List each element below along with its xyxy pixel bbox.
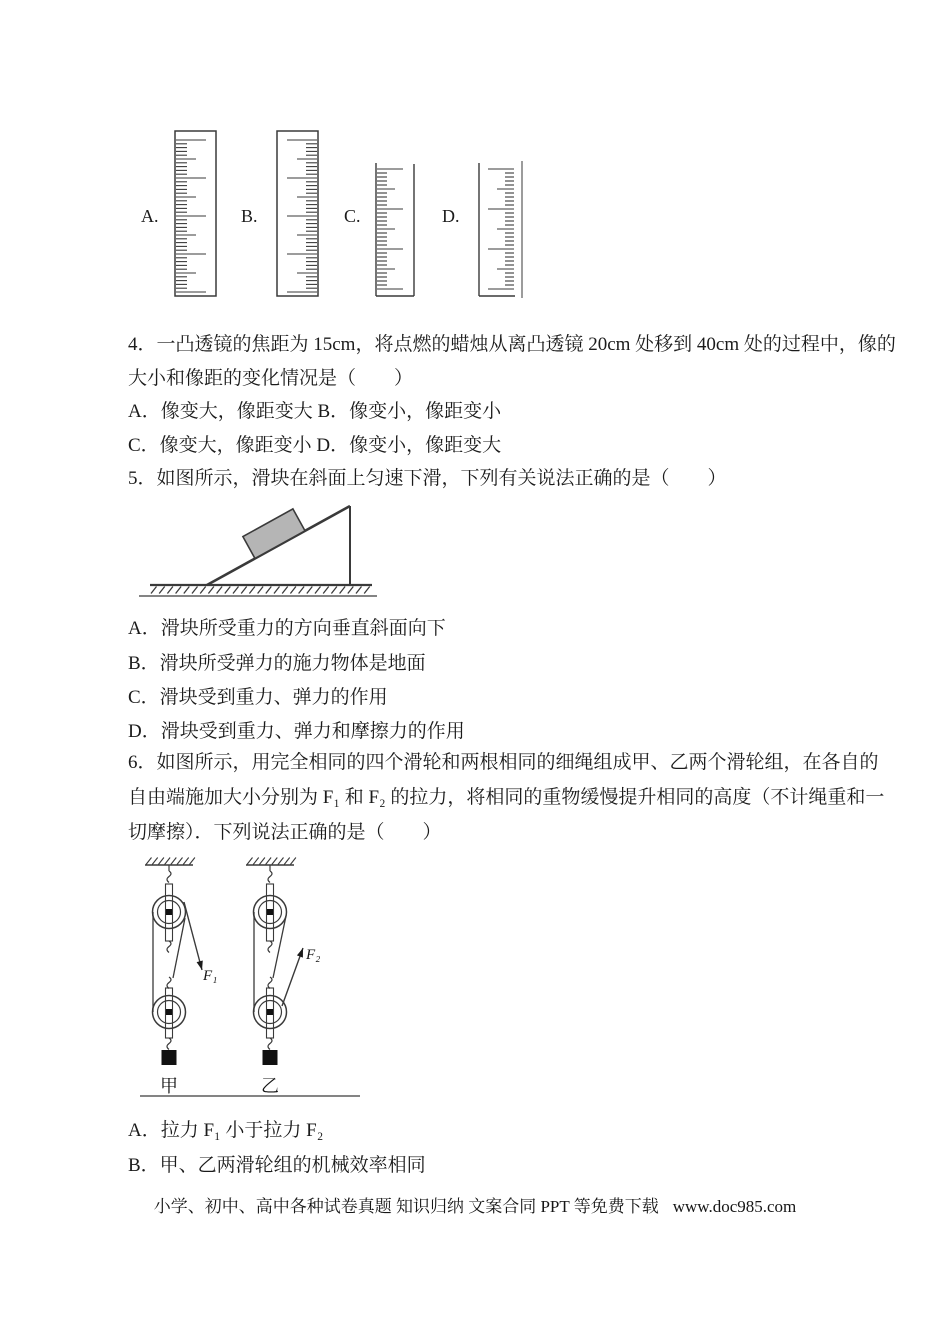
footer-url[interactable]: www.doc985.com [672, 1197, 797, 1216]
force-line-f2 [282, 948, 303, 1006]
q6-text-line3: 切摩擦）．下列说法正确的是（ ） [128, 822, 442, 843]
footer [0, 1192, 950, 1217]
slider-block [243, 509, 305, 559]
q6-option-b: B．甲、乙两滑轮组的机械效率相同 [128, 1155, 426, 1176]
q4-options-ab: A．像变大，像距变大 B．像变小，像距变小 [128, 401, 502, 422]
ruler-b-figure [276, 130, 319, 297]
q5-option-b: B．滑块所受弹力的施力物体是地面 [128, 653, 426, 674]
footer-note: 小学、初中、高中各种试卷真题 知识归纳 文案合同 PPT 等免费下载 [153, 1197, 659, 1216]
ruler-option-label-d: D. [442, 206, 460, 226]
pulley-figure [140, 856, 360, 1098]
arrowhead-f1 [197, 961, 203, 971]
q6-text-line1: 6．如图所示，用完全相同的四个滑轮和两根相同的细绳组成甲、乙两个滑轮组，在各自的 [128, 752, 879, 773]
incline-figure [135, 495, 385, 603]
q6-option-a: A．拉力 F₁ 小于拉力 F₂ [128, 1120, 324, 1141]
q5-option-d: D．滑块受到重力、弹力和摩擦力的作用 [128, 721, 465, 742]
ruler-c-figure [374, 161, 420, 298]
q6-text-line2: 自由端施加大小分别为 F₁ 和 F₂ 的拉力，将相同的重物缓慢提升相同的高度（不计绳重和一 [128, 787, 885, 808]
q5-option-c: C．滑块受到重力、弹力的作用 [128, 687, 388, 708]
force-line-f1 [184, 902, 202, 970]
pulley-label-yi: 乙 [261, 1076, 279, 1096]
q4-text-line1: 4．一凸透镜的焦距为 15cm，将点燃的蜡烛从离凸透镜 20cm 处移到 40cm 处的过程中，像的 [128, 334, 896, 355]
force-label-f1: F₁ [203, 968, 218, 984]
q5-option-a: A．滑块所受重力的方向垂直斜面向下 [128, 618, 446, 639]
q4-text-line2: 大小和像距的变化情况是（ ） [128, 368, 414, 389]
ruler-option-label-b: B. [241, 206, 258, 226]
arrowhead-f2 [297, 948, 303, 958]
q4-options-cd: C．像变大，像距变小 D．像变小，像距变大 [128, 435, 502, 456]
pulley-label-jia: 甲 [160, 1076, 178, 1096]
ruler-d-figure [477, 161, 525, 298]
force-label-f2: F₂ [306, 947, 321, 963]
q5-title: 5．如图所示，滑块在斜面上匀速下滑，下列有关说法正确的是（ ） [128, 468, 727, 489]
ruler-a-figure [174, 130, 217, 297]
ruler-option-label-a: A. [141, 206, 159, 226]
ruler-option-label-c: C. [344, 206, 361, 226]
